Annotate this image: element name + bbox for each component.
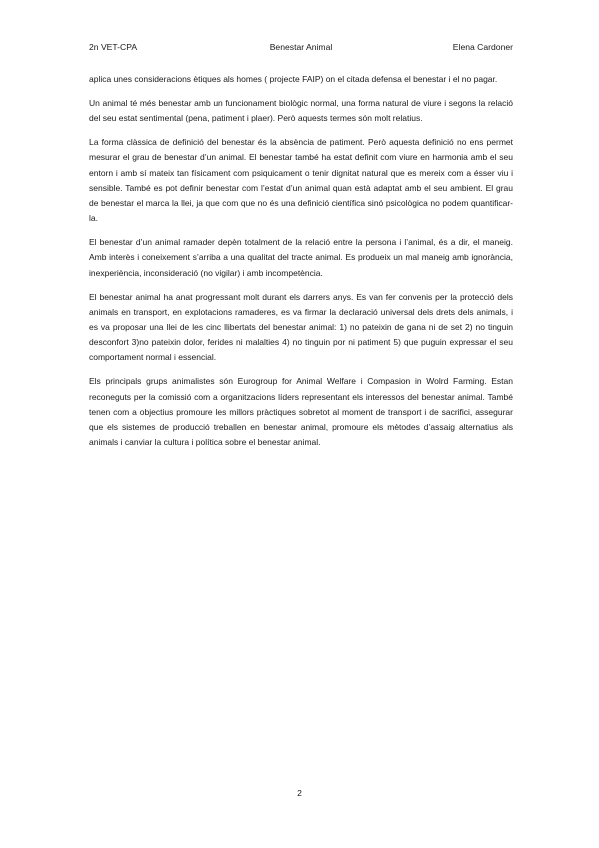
- header-author: Elena Cardoner: [452, 42, 513, 52]
- paragraph: La forma clàssica de definició del benestar és la absència de patiment. Però aquesta definició no ens permet mesurar el grau de benestar d’un animal. El benestar també ha estat definit com viure en harmonia amb el seu entorn i amb sí mateix tan físicament com psiquicament o tenir dignitat natural que es mereix com a ésser viu i sensible. També es pot definir benestar com l’estat d’un animal quan està adaptat amb el seu ambient. El grau de benestar el marca la llei, ja que com que no és una definició científica sinó psicològica no podem quantificar-la.: [89, 137, 513, 224]
- paragraph: El benestar d’un animal ramader depèn totalment de la relació entre la persona i l’animal, és a dir, el maneig. Amb interès i coneixement s’arriba a una qualitat del tracte animal. Es produeix un mal maneig amb ignorància, inexperiència, inconsideració (no vigilar) i amb incompetència.: [89, 237, 513, 278]
- paragraph: Els principals grups animalistes són Eurogroup for Animal Welfare i Compasion in Wolrd Farming. Estan reconeguts per la comissió com a organitzacions líders representant els interessos del benestar animal. També tenen com a objectius promoure les millors pràctiques sobretot al moment de transport i de sacrifici, assegurar que els sistemes de producció treballen en benestar animal, promoure els mètodes d’assaig alternatius als animals i canviar la cultura i política sobre el benestar animal.: [89, 376, 513, 448]
- paragraph: El benestar animal ha anat progressant molt durant els darrers anys. Es van fer convenis per la protecció dels animals en transport, en explotacions ramaderes, es va firmar la declaració universal dels drets dels animals, i es va proposar una llei de les cinc llibertats del benestar animal: 1) no pateixin de gana ni de set 2) no tinguin desconfort 3)no pateixin dolor, ferides ni malalties 4) no tinguin por ni patiment 5) que puguin expressar el seu comportament normal i essencial.: [89, 291, 513, 363]
- page-header: [89, 40, 513, 54]
- page-number: 2: [297, 788, 302, 798]
- page-footer: [0, 787, 599, 799]
- header-title: Benestar Animal: [269, 42, 333, 52]
- document-body: [89, 72, 513, 459]
- header-course: 2n VET-CPA: [89, 42, 138, 52]
- paragraph: Un animal té més benestar amb un funcionament biològic normal, una forma natural de viure i segons la relació del seu estat sentimental (pena, patiment i plaer). Però aquests termes són molt relatius.: [89, 98, 513, 124]
- paragraph: aplica unes consideracions ètiques als homes ( projecte FAIP) on el citada defensa el benestar i el no pagar.: [89, 74, 498, 84]
